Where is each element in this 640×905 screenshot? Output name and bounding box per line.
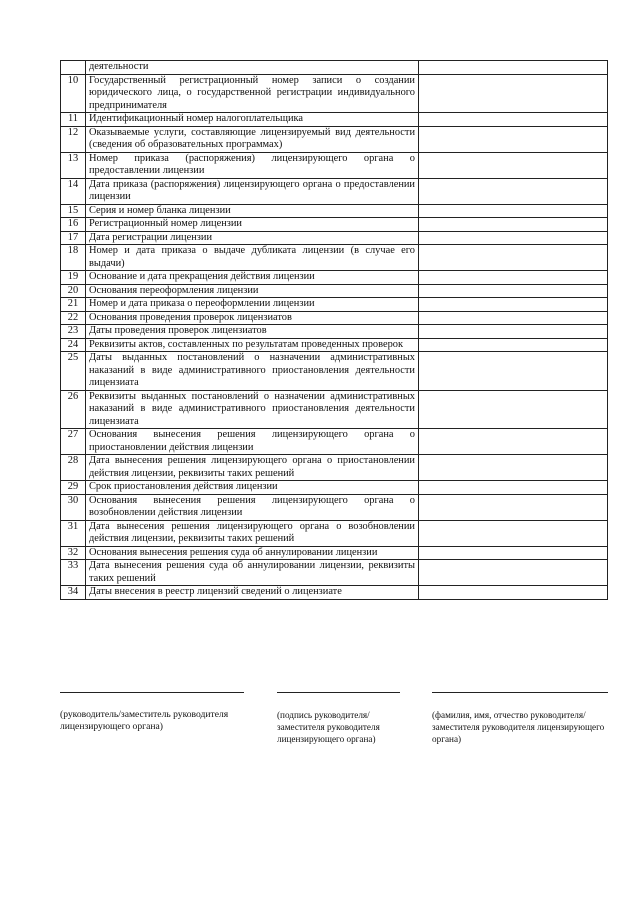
row-number: 17: [61, 231, 86, 245]
row-value-cell: [419, 74, 608, 113]
row-value-cell: [419, 520, 608, 546]
row-number: 15: [61, 204, 86, 218]
row-value-cell: [419, 546, 608, 560]
signature-caption: (подпись руководителя/заместителя руководителя лицензирующего органа): [277, 710, 380, 744]
row-field-name: Даты проведения проверок лицензиатов: [86, 325, 419, 339]
row-value-cell: [419, 560, 608, 586]
table-row: [61, 455, 608, 481]
row-value-cell: [419, 429, 608, 455]
row-value-cell: [419, 231, 608, 245]
row-number: 26: [61, 390, 86, 429]
table-row: [61, 218, 608, 232]
table-row: [61, 204, 608, 218]
row-number: 18: [61, 245, 86, 271]
table-row: [61, 245, 608, 271]
row-number: 12: [61, 126, 86, 152]
row-field-name: Номер и дата приказа о выдаче дубликата лицензии (в случае его выдачи): [86, 245, 419, 271]
table-row: [61, 560, 608, 586]
row-number: 30: [61, 494, 86, 520]
row-value-cell: [419, 152, 608, 178]
table-row: [61, 284, 608, 298]
row-field-name: Реквизиты выданных постановлений о назначении административных наказаний в виде административного приостановления деятельности лицензиата: [86, 390, 419, 429]
row-value-cell: [419, 271, 608, 285]
table-row: [61, 152, 608, 178]
row-field-name: Основание и дата прекращения действия лицензии: [86, 271, 419, 285]
signature-block-signature: [277, 692, 400, 745]
row-field-name: Номер приказа (распоряжения) лицензирующего органа о предоставлении лицензии: [86, 152, 419, 178]
row-value-cell: [419, 218, 608, 232]
row-field-name: Идентификационный номер налогоплательщика: [86, 113, 419, 127]
table-row: [61, 586, 608, 600]
row-field-name: Номер и дата приказа о переоформлении лицензии: [86, 298, 419, 312]
table-row: [61, 429, 608, 455]
signature-block-name: [432, 692, 608, 745]
row-value-cell: [419, 390, 608, 429]
row-number: 21: [61, 298, 86, 312]
row-number: 33: [61, 560, 86, 586]
table-row: [61, 126, 608, 152]
row-value-cell: [419, 178, 608, 204]
signature-block-head: [60, 692, 244, 733]
row-field-name: Дата вынесения решения лицензирующего органа о возобновлении действия лицензии, реквизиты таких решений: [86, 520, 419, 546]
row-field-name: Дата приказа (распоряжения) лицензирующего органа о предоставлении лицензии: [86, 178, 419, 204]
row-value-cell: [419, 245, 608, 271]
table-row: [61, 546, 608, 560]
name-caption: (фамилия, имя, отчество руководителя/заместителя руководителя лицензирующего органа): [432, 710, 605, 744]
row-value-cell: [419, 204, 608, 218]
table-row: [61, 520, 608, 546]
table-row: [61, 338, 608, 352]
table-row: [61, 271, 608, 285]
row-number: 34: [61, 586, 86, 600]
row-field-name: деятельности: [86, 61, 419, 75]
row-field-name: Дата вынесения решения суда об аннулировании лицензии, реквизиты таких решений: [86, 560, 419, 586]
row-value-cell: [419, 126, 608, 152]
row-number: 27: [61, 429, 86, 455]
row-value-cell: [419, 586, 608, 600]
signature-line: [432, 692, 608, 693]
register-table-body: [61, 61, 608, 600]
row-number: 22: [61, 311, 86, 325]
row-value-cell: [419, 455, 608, 481]
table-row: [61, 481, 608, 495]
row-value-cell: [419, 352, 608, 391]
table-row: [61, 231, 608, 245]
row-field-name: Основания переоформления лицензии: [86, 284, 419, 298]
table-row: [61, 113, 608, 127]
row-number: [61, 61, 86, 75]
row-field-name: Основания вынесения решения лицензирующего органа о приостановлении действия лицензии: [86, 429, 419, 455]
row-field-name: Основания проведения проверок лицензиатов: [86, 311, 419, 325]
row-value-cell: [419, 298, 608, 312]
row-field-name: Регистрационный номер лицензии: [86, 218, 419, 232]
row-value-cell: [419, 494, 608, 520]
table-row: [61, 325, 608, 339]
row-field-name: Основания вынесения решения суда об аннулировании лицензии: [86, 546, 419, 560]
row-field-name: Срок приостановления действия лицензии: [86, 481, 419, 495]
table-row: [61, 494, 608, 520]
row-value-cell: [419, 338, 608, 352]
row-value-cell: [419, 325, 608, 339]
row-number: 11: [61, 113, 86, 127]
head-caption: (руководитель/заместитель руководителя лицензирующего органа): [60, 709, 229, 732]
table-row: [61, 352, 608, 391]
row-field-name: Оказываемые услуги, составляющие лицензируемый вид деятельности (сведения об образовательных программах): [86, 126, 419, 152]
row-field-name: Основания вынесения решения лицензирующего органа о возобновлении действия лицензии: [86, 494, 419, 520]
table-row: [61, 74, 608, 113]
signature-line: [60, 692, 244, 693]
row-number: 25: [61, 352, 86, 391]
row-number: 31: [61, 520, 86, 546]
table-row: [61, 61, 608, 75]
row-field-name: Реквизиты актов, составленных по результатам проведенных проверок: [86, 338, 419, 352]
row-field-name: Серия и номер бланка лицензии: [86, 204, 419, 218]
row-field-name: Даты внесения в реестр лицензий сведений о лицензиате: [86, 586, 419, 600]
row-number: 13: [61, 152, 86, 178]
row-value-cell: [419, 61, 608, 75]
row-value-cell: [419, 113, 608, 127]
row-number: 10: [61, 74, 86, 113]
row-field-name: Государственный регистрационный номер записи о создании юридического лица, о государственной регистрации индивидуального предпринимателя: [86, 74, 419, 113]
row-number: 23: [61, 325, 86, 339]
row-number: 32: [61, 546, 86, 560]
row-number: 29: [61, 481, 86, 495]
table-row: [61, 298, 608, 312]
table-row: [61, 178, 608, 204]
table-row: [61, 311, 608, 325]
row-number: 14: [61, 178, 86, 204]
row-value-cell: [419, 311, 608, 325]
row-number: 16: [61, 218, 86, 232]
row-number: 24: [61, 338, 86, 352]
row-value-cell: [419, 284, 608, 298]
license-register-table: [60, 60, 608, 600]
row-field-name: Дата регистрации лицензии: [86, 231, 419, 245]
row-number: 19: [61, 271, 86, 285]
row-number: 20: [61, 284, 86, 298]
row-value-cell: [419, 481, 608, 495]
row-number: 28: [61, 455, 86, 481]
row-field-name: Даты выданных постановлений о назначении административных наказаний в виде административного приостановления деятельности лицензиата: [86, 352, 419, 391]
row-field-name: Дата вынесения решения лицензирующего органа о приостановлении действия лицензии, реквизиты таких решений: [86, 455, 419, 481]
signature-line: [277, 692, 400, 693]
table-row: [61, 390, 608, 429]
